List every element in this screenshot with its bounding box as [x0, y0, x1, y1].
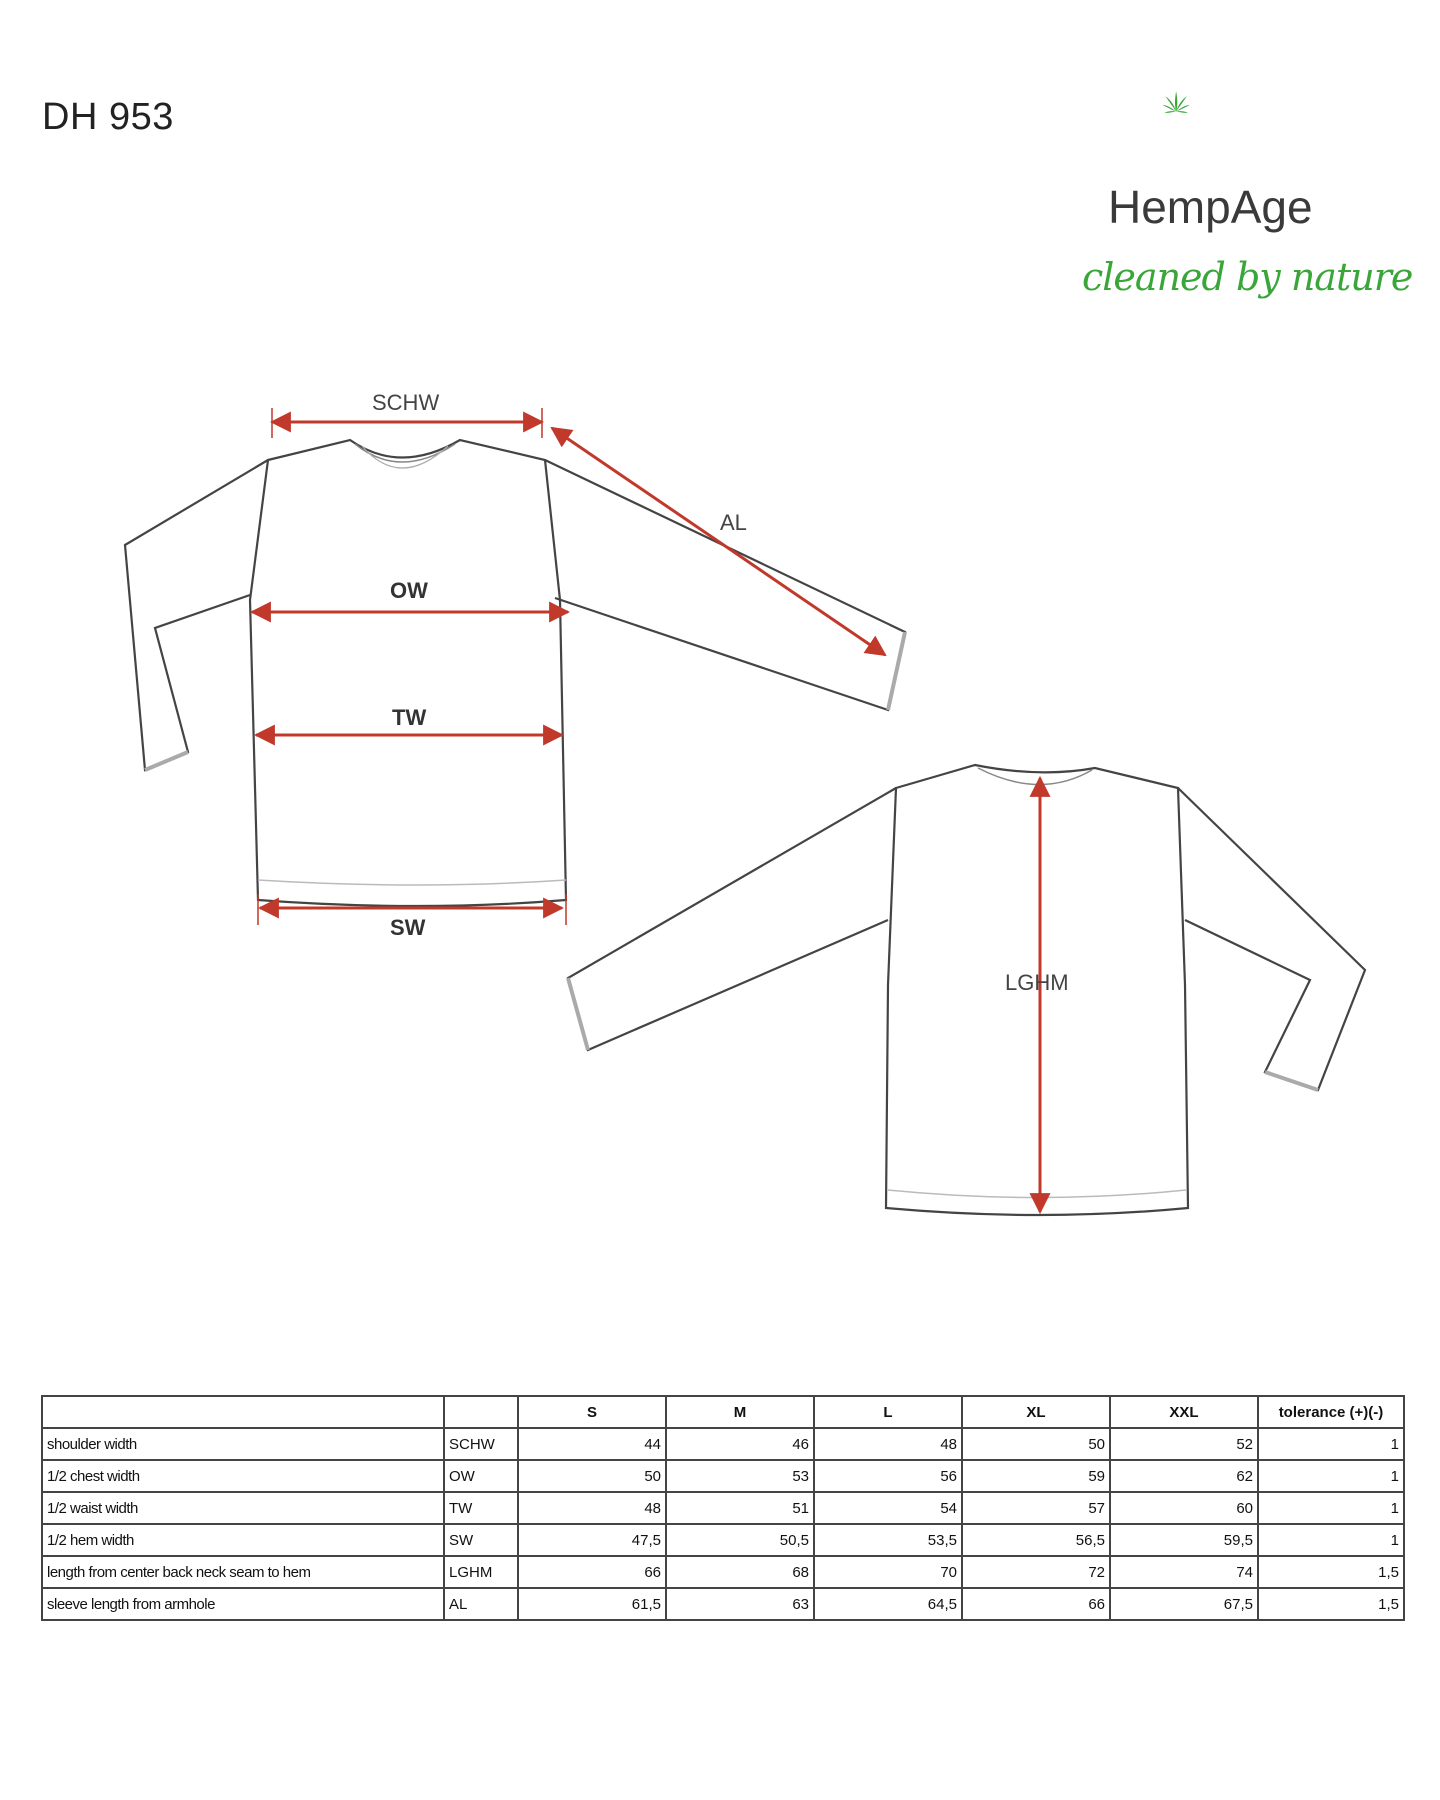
table-cell: 54 — [814, 1492, 962, 1524]
header-cell — [42, 1396, 444, 1428]
table-cell: AL — [444, 1588, 518, 1620]
table-cell: 1/2 hem width — [42, 1524, 444, 1556]
label-sw: SW — [390, 915, 426, 940]
table-cell: 51 — [666, 1492, 814, 1524]
table-cell: 53,5 — [814, 1524, 962, 1556]
table-cell: 62 — [1110, 1460, 1258, 1492]
table-cell: 44 — [518, 1428, 666, 1460]
al-arrow — [552, 428, 885, 655]
table-cell: 66 — [962, 1588, 1110, 1620]
table-cell: 1/2 chest width — [42, 1460, 444, 1492]
table-cell: 48 — [518, 1492, 666, 1524]
table-cell: TW — [444, 1492, 518, 1524]
label-ow: OW — [390, 578, 428, 603]
table-cell: LGHM — [444, 1556, 518, 1588]
table-cell: SCHW — [444, 1428, 518, 1460]
table-cell: 59 — [962, 1460, 1110, 1492]
header-cell: M — [666, 1396, 814, 1428]
header-cell: XL — [962, 1396, 1110, 1428]
brand-name: HempAge — [1108, 181, 1313, 233]
table-cell: 53 — [666, 1460, 814, 1492]
hemp-leaf-icon — [1160, 90, 1260, 170]
table-cell: 63 — [666, 1588, 814, 1620]
table-cell: 67,5 — [1110, 1588, 1258, 1620]
table-row — [42, 1588, 1404, 1620]
table-cell: 61,5 — [518, 1588, 666, 1620]
table-cell: 64,5 — [814, 1588, 962, 1620]
table-cell: 48 — [814, 1428, 962, 1460]
table-cell: 1 — [1258, 1492, 1404, 1524]
table-cell: 68 — [666, 1556, 814, 1588]
table-cell: 74 — [1110, 1556, 1258, 1588]
header-cell: XXL — [1110, 1396, 1258, 1428]
table-header-row — [42, 1396, 1404, 1428]
table-cell: 66 — [518, 1556, 666, 1588]
table-cell: 50 — [518, 1460, 666, 1492]
table-cell: 52 — [1110, 1428, 1258, 1460]
table-cell: 1 — [1258, 1524, 1404, 1556]
label-tw: TW — [392, 705, 427, 730]
table-cell: 56,5 — [962, 1524, 1110, 1556]
table-cell: 46 — [666, 1428, 814, 1460]
header-cell: L — [814, 1396, 962, 1428]
table-cell: 50,5 — [666, 1524, 814, 1556]
table-cell: SW — [444, 1524, 518, 1556]
table-row — [42, 1556, 1404, 1588]
table-cell: 57 — [962, 1492, 1110, 1524]
table-cell: 1,5 — [1258, 1588, 1404, 1620]
table-cell: shoulder width — [42, 1428, 444, 1460]
label-al: AL — [720, 510, 747, 535]
table-cell: OW — [444, 1460, 518, 1492]
table-cell: 50 — [962, 1428, 1110, 1460]
label-schw: SCHW — [372, 390, 440, 415]
table-cell: 60 — [1110, 1492, 1258, 1524]
brand-tagline: cleaned by nature — [1082, 255, 1413, 299]
header-cell — [444, 1396, 518, 1428]
table-cell: sleeve length from armhole — [42, 1588, 444, 1620]
table-row — [42, 1492, 1404, 1524]
table-cell: 59,5 — [1110, 1524, 1258, 1556]
table-cell: 72 — [962, 1556, 1110, 1588]
table-cell: 1 — [1258, 1460, 1404, 1492]
table-cell: length from center back neck seam to hem — [42, 1556, 444, 1588]
back-view — [568, 765, 1365, 1215]
table-cell: 70 — [814, 1556, 962, 1588]
table-row — [42, 1428, 1404, 1460]
table-row — [42, 1460, 1404, 1492]
product-code: DH 953 — [42, 96, 174, 138]
table-cell: 47,5 — [518, 1524, 666, 1556]
table-cell: 1,5 — [1258, 1556, 1404, 1588]
label-lghm: LGHM — [1005, 970, 1069, 995]
table-cell: 1/2 waist width — [42, 1492, 444, 1524]
table-cell: 1 — [1258, 1428, 1404, 1460]
header-cell: tolerance (+)(-) — [1258, 1396, 1404, 1428]
size-table — [41, 1395, 1405, 1621]
header-cell: S — [518, 1396, 666, 1428]
garment-drawing — [0, 360, 1440, 1260]
table-cell: 56 — [814, 1460, 962, 1492]
table-row — [42, 1524, 1404, 1556]
front-view — [125, 440, 905, 906]
